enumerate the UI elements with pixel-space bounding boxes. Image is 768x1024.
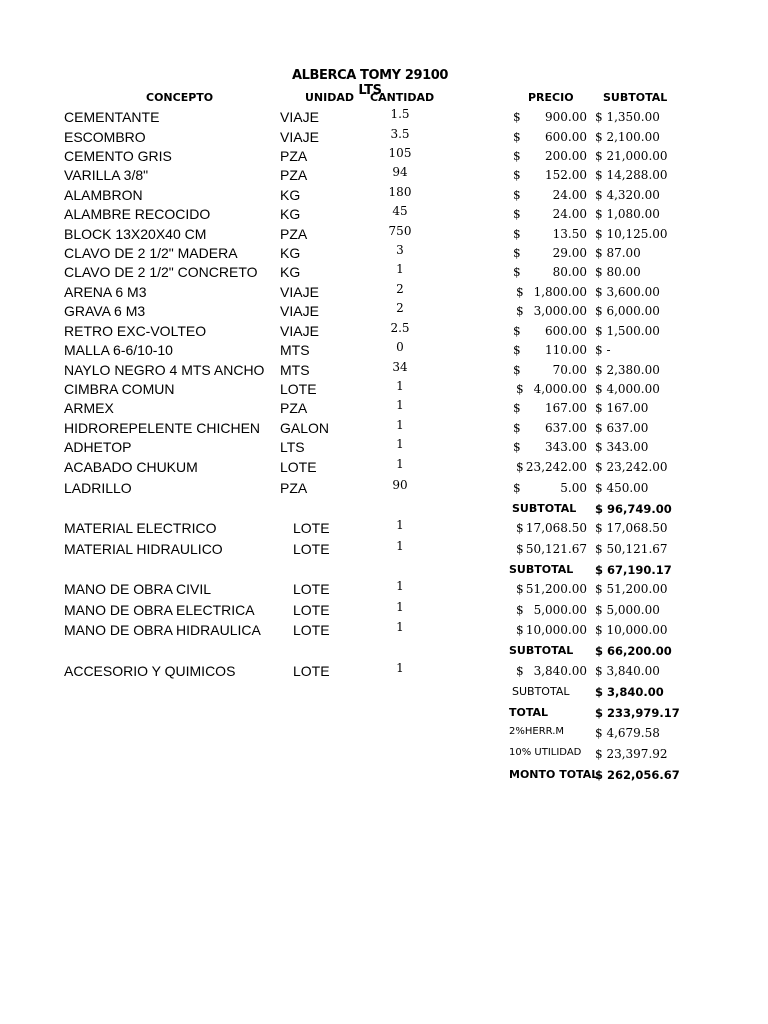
item-currency-symbol: $ (513, 481, 521, 495)
item-cantidad: 180 (388, 185, 412, 199)
summary-label: 2%HERR.M (509, 726, 565, 737)
header-cantidad: CANTIDAD (370, 91, 435, 104)
item-precio: 600.00 (545, 130, 587, 144)
item-subtotal: $ 50,121.67 (595, 542, 668, 556)
item-precio: 152.00 (545, 168, 587, 182)
item-subtotal: $ 21,000.00 (595, 149, 668, 163)
item-concepto: VARILLA 3/8" (64, 167, 149, 183)
item-subtotal: $ - (595, 343, 611, 357)
item-currency-symbol: $ (513, 227, 521, 241)
item-currency-symbol: $ (516, 521, 524, 535)
item-precio: 1,800.00 (533, 285, 587, 299)
page-title: ALBERCA TOMY 29100 LTS (291, 68, 449, 98)
item-subtotal: $ 1,080.00 (595, 207, 660, 221)
summary-row (0, 500, 768, 520)
summary-label: SUBTOTAL (512, 685, 570, 698)
item-precio: 5.00 (560, 481, 587, 495)
item-concepto: ARMEX (64, 400, 114, 416)
item-currency-symbol: $ (513, 246, 521, 260)
item-subtotal: $ 10,125.00 (595, 227, 668, 241)
item-precio: 10,000.00 (525, 623, 587, 637)
item-currency-symbol: $ (513, 343, 521, 357)
table-row (0, 167, 768, 187)
summary-value: $ 67,190.17 (595, 563, 672, 577)
item-unidad: VIAJE (280, 323, 319, 339)
header-concepto: CONCEPTO (146, 91, 214, 104)
item-currency-symbol: $ (513, 265, 521, 279)
summary-label: SUBTOTAL (509, 563, 574, 576)
item-subtotal: $ 343.00 (595, 440, 649, 454)
item-concepto: RETRO EXC-VOLTEO (64, 323, 207, 339)
item-cantidad: 1 (396, 262, 404, 276)
item-unidad: LOTE (293, 622, 330, 638)
summary-label: SUBTOTAL (509, 644, 574, 657)
table-row (0, 459, 768, 479)
item-precio: 600.00 (545, 324, 587, 338)
item-cantidad: 105 (388, 146, 412, 160)
item-currency-symbol: $ (516, 603, 524, 617)
item-concepto: MATERIAL ELECTRICO (64, 520, 217, 536)
item-cantidad: 1.5 (390, 107, 410, 121)
table-row (0, 264, 768, 284)
item-unidad: LOTE (293, 602, 330, 618)
item-unidad: PZA (280, 400, 308, 416)
item-cantidad: 1 (396, 437, 404, 451)
header-unidad: UNIDAD (305, 91, 355, 104)
item-unidad: LOTE (293, 663, 330, 679)
item-currency-symbol: $ (513, 130, 521, 144)
item-currency-symbol: $ (513, 401, 521, 415)
item-cantidad: 1 (396, 539, 404, 553)
item-unidad: GALON (280, 420, 330, 436)
summary-value: $ 233,979.17 (595, 706, 680, 720)
item-cantidad: 34 (392, 360, 408, 374)
item-cantidad: 2 (396, 282, 404, 296)
item-concepto: HIDROREPELENTE CHICHEN (64, 420, 261, 436)
item-precio: 637.00 (545, 421, 587, 435)
item-precio: 900.00 (545, 110, 587, 124)
item-concepto: ARENA 6 M3 (64, 284, 147, 300)
summary-label: SUBTOTAL (512, 502, 577, 515)
item-cantidad: 1 (396, 579, 404, 593)
item-subtotal: $ 6,000.00 (595, 304, 660, 318)
item-precio: 80.00 (552, 265, 587, 279)
item-cantidad: 1 (396, 418, 404, 432)
table-row (0, 520, 768, 540)
item-concepto: MANO DE OBRA HIDRAULICA (64, 622, 261, 638)
item-subtotal: $ 2,100.00 (595, 130, 660, 144)
item-currency-symbol: $ (513, 149, 521, 163)
table-row (0, 439, 768, 459)
table-row (0, 622, 768, 642)
item-currency-symbol: $ (516, 542, 524, 556)
item-subtotal: $ 2,380.00 (595, 363, 660, 377)
item-unidad: KG (280, 206, 301, 222)
item-concepto: ADHETOP (64, 439, 132, 455)
item-unidad: PZA (280, 226, 308, 242)
item-cantidad: 45 (392, 204, 408, 218)
item-unidad: KG (280, 187, 301, 203)
table-row (0, 602, 768, 622)
item-concepto: MALLA 6-6/10-10 (64, 342, 173, 358)
item-subtotal: $ 17,068.50 (595, 521, 668, 535)
summary-row (0, 724, 768, 744)
item-currency-symbol: $ (516, 623, 524, 637)
item-currency-symbol: $ (513, 188, 521, 202)
item-currency-symbol: $ (513, 324, 521, 338)
item-concepto: GRAVA 6 M3 (64, 303, 146, 319)
table-row (0, 400, 768, 420)
item-currency-symbol: $ (516, 664, 524, 678)
item-precio: 4,000.00 (533, 382, 587, 396)
item-unidad: VIAJE (280, 129, 319, 145)
item-unidad: PZA (280, 148, 308, 164)
item-concepto: ACCESORIO Y QUIMICOS (64, 663, 236, 679)
item-subtotal: $ 1,500.00 (595, 324, 660, 338)
item-currency-symbol: $ (516, 582, 524, 596)
item-concepto: CIMBRA COMUN (64, 381, 175, 397)
item-concepto: CLAVO DE 2 1/2" CONCRETO (64, 264, 258, 280)
item-concepto: CEMENTANTE (64, 109, 160, 125)
item-precio: 13.50 (552, 227, 587, 241)
item-concepto: CEMENTO GRIS (64, 148, 172, 164)
table-row (0, 303, 768, 323)
item-precio: 24.00 (552, 207, 587, 221)
item-cantidad: 1 (396, 620, 404, 634)
summary-label: TOTAL (509, 706, 549, 719)
item-cantidad: 3.5 (390, 127, 410, 141)
item-subtotal: $ 51,200.00 (595, 582, 668, 596)
item-concepto: CLAVO DE 2 1/2" MADERA (64, 245, 238, 261)
item-cantidad: 2.5 (390, 321, 410, 335)
item-cantidad: 1 (396, 518, 404, 532)
item-currency-symbol: $ (513, 168, 521, 182)
summary-value: $ 4,679.58 (595, 726, 660, 740)
item-concepto: ESCOMBRO (64, 129, 146, 145)
summary-row (0, 745, 768, 765)
summary-row (0, 766, 768, 786)
item-precio: 343.00 (545, 440, 587, 454)
item-subtotal: $ 14,288.00 (595, 168, 668, 182)
item-currency-symbol: $ (513, 110, 521, 124)
table-row (0, 480, 768, 500)
item-subtotal: $ 167.00 (595, 401, 649, 415)
summary-value: $ 3,840.00 (595, 685, 664, 699)
header-precio: PRECIO (528, 91, 574, 104)
item-precio: 50,121.67 (525, 542, 587, 556)
item-cantidad: 3 (396, 243, 404, 257)
item-unidad: PZA (280, 167, 308, 183)
summary-row (0, 704, 768, 724)
item-subtotal: $ 80.00 (595, 265, 641, 279)
item-concepto: ALAMBRE RECOCIDO (64, 206, 211, 222)
header-subtotal: SUBTOTAL (603, 91, 668, 104)
table-row (0, 342, 768, 362)
item-cantidad: 1 (396, 379, 404, 393)
item-precio: 5,000.00 (533, 603, 587, 617)
item-unidad: LOTE (293, 520, 330, 536)
item-unidad: PZA (280, 480, 308, 496)
item-unidad: LOTE (280, 459, 317, 475)
item-cantidad: 1 (396, 457, 404, 471)
summary-value: $ 23,397.92 (595, 747, 668, 761)
item-precio: 167.00 (545, 401, 587, 415)
table-row (0, 206, 768, 226)
table-row (0, 109, 768, 129)
item-subtotal: $ 10,000.00 (595, 623, 668, 637)
item-precio: 200.00 (545, 149, 587, 163)
item-concepto: MATERIAL HIDRAULICO (64, 541, 223, 557)
item-unidad: VIAJE (280, 109, 319, 125)
item-currency-symbol: $ (513, 363, 521, 377)
item-subtotal: $ 87.00 (595, 246, 641, 260)
item-subtotal: $ 4,320.00 (595, 188, 660, 202)
item-cantidad: 0 (396, 340, 404, 354)
item-cantidad: 94 (392, 165, 408, 179)
item-cantidad: 1 (396, 600, 404, 614)
item-unidad: VIAJE (280, 303, 319, 319)
item-unidad: LOTE (280, 381, 317, 397)
item-concepto: BLOCK 13X20X40 CM (64, 226, 207, 242)
item-unidad: LOTE (293, 581, 330, 597)
item-unidad: KG (280, 264, 301, 280)
summary-row (0, 683, 768, 703)
item-precio: 29.00 (552, 246, 587, 260)
summary-label: 10% UTILIDAD (509, 747, 582, 758)
item-unidad: LTS (280, 439, 305, 455)
item-currency-symbol: $ (516, 285, 524, 299)
item-subtotal: $ 637.00 (595, 421, 649, 435)
summary-row (0, 561, 768, 581)
summary-row (0, 642, 768, 662)
summary-value: $ 96,749.00 (595, 502, 672, 516)
item-subtotal: $ 1,350.00 (595, 110, 660, 124)
item-precio: 110.00 (545, 343, 587, 357)
table-row (0, 541, 768, 561)
item-precio: 17,068.50 (525, 521, 587, 535)
item-precio: 23,242.00 (525, 460, 587, 474)
item-concepto: NAYLO NEGRO 4 MTS ANCHO (64, 362, 265, 378)
item-precio: 24.00 (552, 188, 587, 202)
item-currency-symbol: $ (513, 207, 521, 221)
item-concepto: MANO DE OBRA CIVIL (64, 581, 212, 597)
item-currency-symbol: $ (513, 421, 521, 435)
item-unidad: VIAJE (280, 284, 319, 300)
item-cantidad: 1 (396, 398, 404, 412)
item-unidad: MTS (280, 362, 310, 378)
item-concepto: MANO DE OBRA ELECTRICA (64, 602, 255, 618)
item-precio: 3,000.00 (533, 304, 587, 318)
item-unidad: LOTE (293, 541, 330, 557)
table-row (0, 663, 768, 683)
item-subtotal: $ 3,600.00 (595, 285, 660, 299)
item-precio: 51,200.00 (525, 582, 587, 596)
item-subtotal: $ 3,840.00 (595, 664, 660, 678)
summary-value: $ 66,200.00 (595, 644, 672, 658)
item-subtotal: $ 450.00 (595, 481, 649, 495)
item-precio: 70.00 (552, 363, 587, 377)
item-unidad: MTS (280, 342, 310, 358)
item-subtotal: $ 23,242.00 (595, 460, 668, 474)
item-subtotal: $ 4,000.00 (595, 382, 660, 396)
item-precio: 3,840.00 (533, 664, 587, 678)
item-cantidad: 90 (392, 478, 408, 492)
summary-value: $ 262,056.67 (595, 768, 680, 782)
table-row (0, 581, 768, 601)
item-cantidad: 750 (388, 224, 412, 238)
item-subtotal: $ 5,000.00 (595, 603, 660, 617)
item-currency-symbol: $ (516, 460, 524, 474)
item-concepto: LADRILLO (64, 480, 132, 496)
item-cantidad: 1 (396, 661, 404, 675)
summary-label: MONTO TOTAL (509, 768, 599, 781)
item-concepto: ALAMBRON (64, 187, 143, 203)
item-currency-symbol: $ (513, 440, 521, 454)
item-currency-symbol: $ (516, 304, 524, 318)
item-currency-symbol: $ (516, 382, 524, 396)
item-unidad: KG (280, 245, 301, 261)
item-concepto: ACABADO CHUKUM (64, 459, 198, 475)
item-cantidad: 2 (396, 301, 404, 315)
